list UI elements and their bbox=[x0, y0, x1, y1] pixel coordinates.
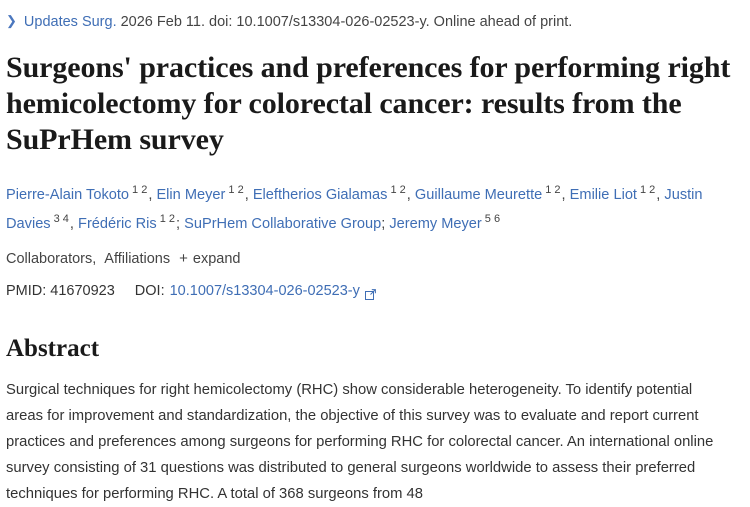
author-entry bbox=[6, 184, 156, 203]
author-separator: , bbox=[561, 186, 566, 203]
author-affiliation-sup: 1 2 bbox=[159, 212, 175, 225]
author-entry bbox=[389, 212, 501, 232]
external-link-icon[interactable] bbox=[365, 286, 376, 297]
meta-links-row: Collaborators , Affiliations + expand bbox=[6, 249, 241, 267]
author-separator: , bbox=[69, 215, 74, 232]
author-name[interactable]: Eleftherios Gialamas bbox=[252, 186, 388, 203]
abstract-heading: Abstract bbox=[6, 334, 100, 362]
author-separator: , bbox=[244, 186, 249, 203]
author-affiliation-sup: 5 6 bbox=[484, 212, 501, 225]
author-affiliation-sup: 1 2 bbox=[545, 184, 561, 196]
doi-link[interactable]: 10.1007/s13304-026-02523-y bbox=[169, 282, 360, 299]
author-name[interactable]: Emilie Liot bbox=[569, 186, 637, 203]
plus-icon[interactable]: + bbox=[179, 249, 188, 267]
expand-link[interactable]: expand bbox=[192, 250, 241, 267]
author-affiliation-sup: 3 4 bbox=[53, 212, 69, 225]
author-affiliation-sup: 1 2 bbox=[228, 184, 244, 196]
collaborators-link[interactable]: Collaborators bbox=[6, 250, 93, 267]
author-affiliation-sup: 1 2 bbox=[390, 184, 406, 196]
author-separator: , bbox=[656, 186, 661, 203]
citation-details: 2026 Feb 11. doi: 10.1007/s13304-026-02523-y. Online ahead of print. bbox=[120, 14, 573, 30]
author-name[interactable]: Jeremy Meyer bbox=[389, 215, 482, 232]
author-entry bbox=[252, 184, 415, 203]
pmid-label: PMID: bbox=[6, 282, 47, 299]
author-affiliation-sup: 1 2 bbox=[132, 184, 148, 196]
author-name[interactable]: Guillaume Meurette bbox=[414, 186, 543, 203]
pmid-value: 41670923 bbox=[50, 282, 115, 299]
author-name[interactable]: Justin Davies bbox=[6, 186, 703, 232]
collaborative-group-name[interactable]: SuPrHem Collaborative Group bbox=[184, 215, 382, 232]
author-affiliation-sup: 1 2 bbox=[640, 184, 656, 196]
author-entry bbox=[156, 184, 252, 203]
author-list bbox=[6, 178, 734, 236]
identifier-row bbox=[6, 281, 734, 301]
page-title: Surgeons' practices and preferences for performing right hemicolectomy for colorectal cancer: results from the SuPrHem survey bbox=[6, 51, 731, 156]
journal-name[interactable]: Updates Surg. bbox=[23, 14, 117, 30]
author-name[interactable]: Frédéric Ris bbox=[78, 215, 157, 232]
affiliations-link[interactable]: Affiliations bbox=[104, 250, 171, 267]
author-separator: , bbox=[406, 186, 411, 203]
author-entry bbox=[184, 216, 389, 232]
author-name[interactable]: Pierre-Alain Tokoto bbox=[6, 186, 130, 203]
abstract-text: Surgical techniques for right hemicolectomy (RHC) show considerable heterogeneity. To identify potential areas for improvement and standardization, the objective of this survey was to evaluate and report current practices and preferences among surgeons for performing RHC for colorectal cancer. An international online survey consisting of 31 questions was distributed to general surgeons worldwide to assess their preferred techniques for performing RHC. A total of 368 surgeons from 48 bbox=[6, 381, 714, 502]
citation-line bbox=[6, 12, 734, 32]
author-separator: ; bbox=[175, 215, 181, 232]
author-entry bbox=[569, 184, 665, 203]
author-separator: , bbox=[148, 186, 153, 203]
author-name[interactable]: Elin Meyer bbox=[156, 186, 226, 203]
author-separator: ; bbox=[381, 215, 386, 232]
chevron-right-icon[interactable]: ❯ bbox=[6, 13, 17, 28]
doi-label: DOI: bbox=[134, 282, 165, 299]
author-entry bbox=[78, 212, 184, 232]
author-entry bbox=[414, 184, 570, 203]
